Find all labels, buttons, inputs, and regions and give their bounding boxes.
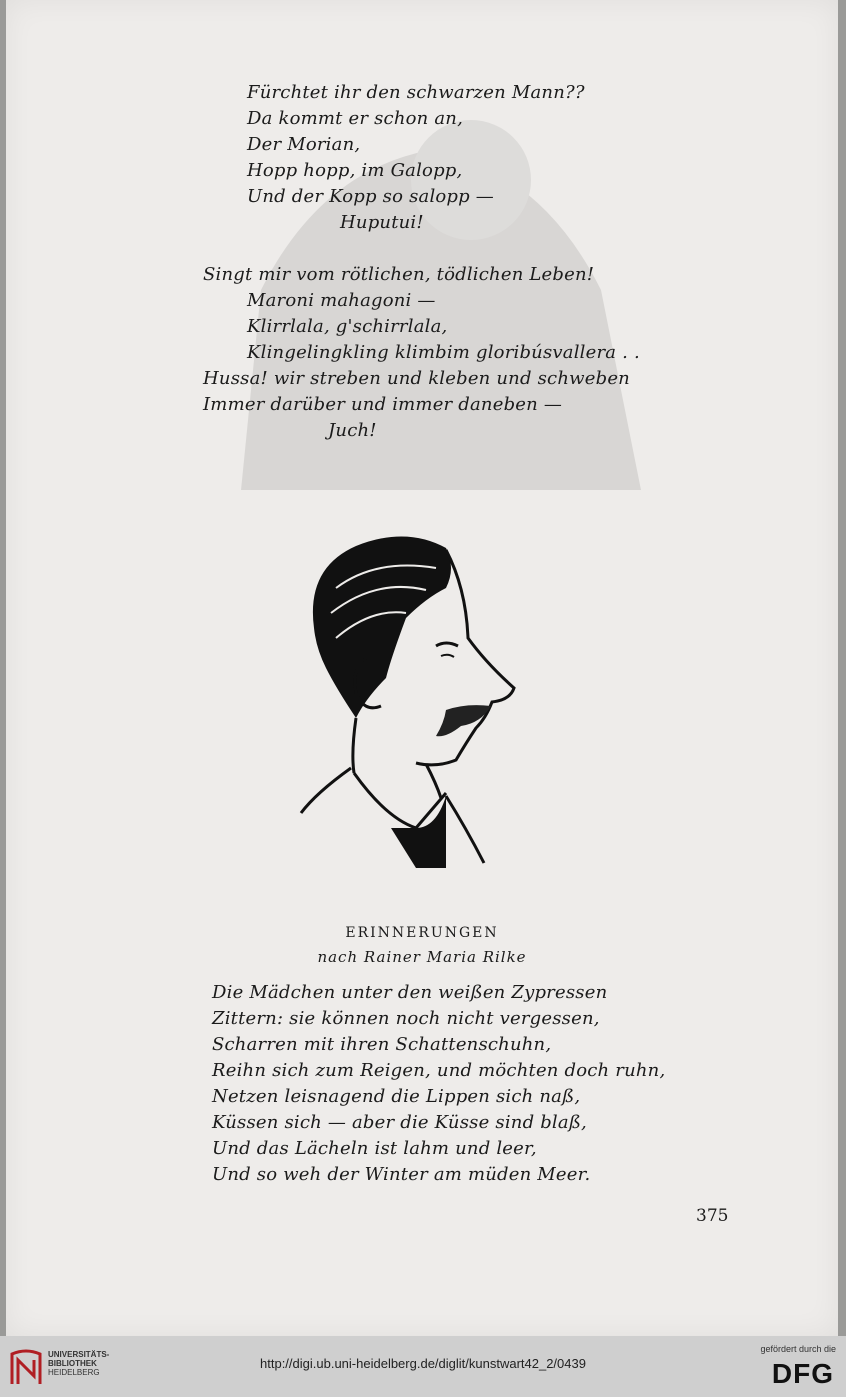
scanned-page <box>6 0 838 1336</box>
verse-line: Und der Kopp so salopp — <box>247 186 495 207</box>
verse-line: Singt mir vom rötlichen, tödlichen Leben! <box>203 264 595 285</box>
verse-line: Klingelingkling klimbim gloribúsvallera . . <box>247 342 640 363</box>
library-name-line: HEIDELBERG <box>48 1368 100 1377</box>
verse-line: Maroni mahagoni — <box>247 290 436 311</box>
verse-line: Fürchtet ihr den schwarzen Mann?? <box>247 82 585 103</box>
poem-title: ERINNERUNGEN <box>345 925 499 941</box>
dfg-logo[interactable]: DFG <box>771 1358 834 1389</box>
verse-line: Der Morian, <box>247 134 361 155</box>
page-number: 375 <box>696 1206 729 1226</box>
verse-line: Die Mädchen unter den weißen Zypressen <box>212 982 608 1003</box>
verse-line: Hussa! wir streben und kleben und schweben <box>203 368 630 389</box>
library-name-line: BIBLIOTHEK <box>48 1359 97 1368</box>
verse-line: Huputui! <box>340 212 424 233</box>
poem-subtitle: nach Rainer Maria Rilke <box>317 948 527 966</box>
library-name-line: UNIVERSITÄTS- <box>48 1350 110 1359</box>
verse-line: Reihn sich zum Reigen, und möchten doch ruhn, <box>212 1060 666 1081</box>
viewer-footer <box>0 1336 846 1397</box>
verse-line: Immer darüber und immer daneben — <box>203 394 563 415</box>
verse-line: Zittern: sie können noch nicht vergessen, <box>212 1008 600 1029</box>
verse-line: Juch! <box>328 420 377 441</box>
verse-line: Und das Lächeln ist lahm und leer, <box>212 1138 537 1159</box>
verse-line: Und so weh der Winter am müden Meer. <box>212 1164 591 1185</box>
permalink-url[interactable]: http://digi.ub.uni-heidelberg.de/diglit/kunstwart42_2/0439 <box>260 1356 586 1371</box>
verse-line: Hopp hopp, im Galopp, <box>247 160 463 181</box>
verse-line: Klirrlala, g'schirrlala, <box>247 316 448 337</box>
verse-line: Scharren mit ihren Schattenschuhn, <box>212 1034 552 1055</box>
funded-by-label: gefördert durch die <box>760 1344 836 1354</box>
verse-line: Küssen sich — aber die Küsse sind blaß, <box>212 1112 587 1133</box>
portrait-caricature <box>296 528 526 873</box>
verse-line: Da kommt er schon an, <box>247 108 464 129</box>
verse-line: Netzen leisnagend die Lippen sich naß, <box>212 1086 581 1107</box>
